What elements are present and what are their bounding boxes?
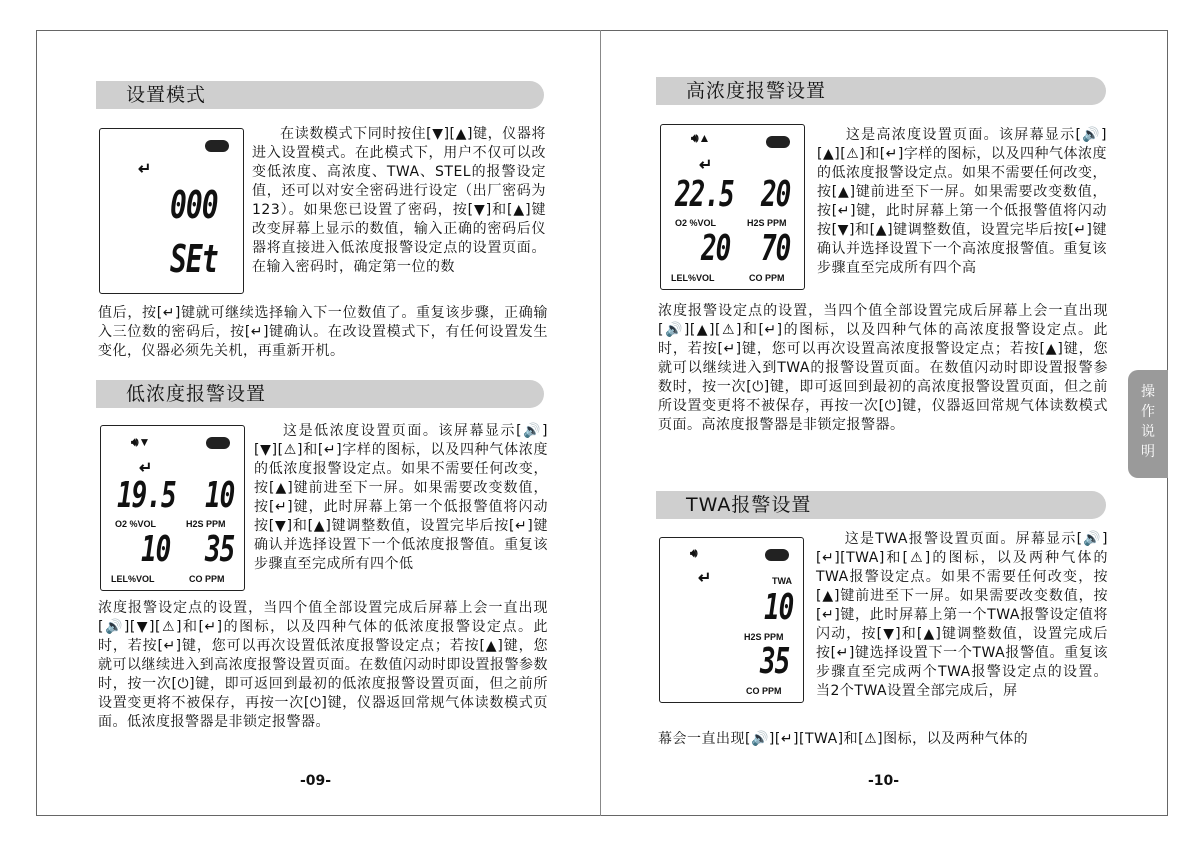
high-alarm-text-bottom: 浓度报警设定点的设置，当四个值全部设置完成后屏幕上会一直出现[🔊][▲][⚠]和[↵]的图标，以及四种气体的高浓度报警设定点。此时，若按[↵]键，您可以再次设置高浓度报警设定点；若按[▲]键，您就可以继续进入到TWA的报警设置页面。在数值闪动时即设置报警参数时，按一次[⏻]键，即可返回到最初的高浓度报警设置页面，但之前所设置变更将不被保存，再按一次[⏻]键，仪器返回常规气体读数模式页面。高浓度报警器是非锁定报警器。 [658, 303, 1108, 433]
h2s-value: 20 [761, 175, 791, 216]
co-label: CO PPM [749, 273, 785, 283]
setup-text-top: 在读数模式下同时按住[▼][▲]键，仪器将进入设置模式。在此模式下，用户不仅可以改变低浓度、高浓度、TWA、STEL的报警设定值，还可以对安全密码进行设定（出厂密码为123）。如果您已设置了密码，按[▼]和[▲]键改变屏幕上显示的数值，输入正确的密码后仪器将直接进入低浓度报警设定点的设置页面。在输入密码时，确定第一位的数 [252, 126, 546, 275]
twa-alarm-text-top: 这是TWA报警设置页面。屏幕显示[🔊][↵][TWA]和[⚠]的图标，以及两种气体的TWA报警设定点。如果不需要任何改变，按[▲]键前进至下一屏。如果需要改变数值，按[↵]键，此时屏幕上第一个TWA报警设定值将闪动，按[▼]和[▲]键调整数值，设置完成后按[↵]键选择设置下一个TWA报警值。重复该步骤直至完成两个TWA报警设定点的设置。当2个TWA设置全部完成后，屏 [816, 531, 1108, 699]
lel-label: LEL%VOL [111, 574, 155, 584]
enter-icon: ↵ [139, 460, 153, 477]
enter-icon: ↵ [698, 570, 712, 587]
section-title: 高浓度报警设置 [686, 80, 827, 102]
section-title: TWA报警设置 [686, 494, 812, 516]
enter-icon: ↵ [699, 157, 713, 174]
lcd-low-alarm-display [100, 425, 245, 591]
page-divider [600, 30, 601, 816]
o2-value: 19.5 [117, 476, 176, 517]
twa-label: TWA [772, 576, 792, 586]
alarm-pill-icon [766, 136, 790, 148]
twa-alarm-text-bottom: 幕会一直出现[🔊][↵][TWA]和[⚠]图标，以及两种气体的 [658, 731, 1029, 747]
section-header-twa-alarm [656, 491, 1106, 519]
section-header-low-alarm [96, 380, 544, 408]
h2s-label: H2S PPM [744, 632, 784, 642]
section-title: 低浓度报警设置 [126, 383, 267, 405]
setup-text-bottom: 值后，按[↵]键就可继续选择输入下一位数值了。重复该步骤，正确输入三位数的密码后，按[↵]键确认。在改设置模式下，有任何设置发生变化，仪器必须先关机，再重新开机。 [98, 305, 548, 359]
alarm-pill-icon [765, 549, 789, 561]
enter-icon: ↵ [138, 161, 152, 178]
lcd-setup-display [99, 128, 244, 294]
co-label: CO PPM [189, 574, 225, 584]
speaker-icon: 🔊︎▲ [691, 131, 711, 145]
high-alarm-text-top: 这是高浓度设置页面。该屏幕显示[🔊][▲][⚠]和[↵]字样的图标，以及四种气体浓度的低浓度报警设定点。如果不需要任何改变，按[▲]键前进至下一屏。如果需要改变数值，按[↵]键，此时屏幕上第一个低报警值将闪动按[▼]和[▲]键调整数值，设置完毕后按[↵]键确认并选择设置下一个高浓度报警值。重复该步骤直至完成所有四个高 [817, 127, 1107, 276]
lcd-high-alarm-display [660, 124, 805, 290]
co-value: 35 [205, 530, 235, 571]
co-value: 70 [761, 229, 791, 270]
set-label: SEt [170, 237, 218, 282]
side-tab-operation [1128, 370, 1168, 478]
h2s-value: 10 [205, 476, 235, 517]
co-label: CO PPM [746, 686, 782, 696]
o2-value: 22.5 [675, 175, 734, 216]
section-header-high-alarm [656, 77, 1106, 105]
section-header-setup-mode [96, 81, 544, 109]
page-number-left: -09- [300, 773, 332, 789]
speaker-icon: 🔊︎▼ [131, 435, 151, 449]
h2s-label: H2S PPM [186, 519, 226, 529]
page-number-right: -10- [868, 773, 900, 789]
h2s-value: 10 [764, 588, 794, 629]
h2s-label: H2S PPM [747, 218, 787, 228]
o2-label: O2 %VOL [675, 218, 717, 228]
low-alarm-text-top: 这是低浓度设置页面。该屏幕显示[🔊][▼][⚠]和[↵]字样的图标，以及四种气体浓度的低浓度报警设定点。如果不需要任何改变，按[▲]键前进至下一屏。如果需要改变数值，按[↵]键，此时屏幕上第一个低报警值将闪动按[▼]和[▲]键调整数值，设置完毕后按[↵]键确认并选择设置下一个低浓度报警值。重复该步骤直至完成所有四个低 [254, 423, 548, 572]
lel-value: 20 [701, 229, 731, 270]
low-alarm-text-bottom: 浓度报警设定点的设置，当四个值全部设置完成后屏幕上会一直出现[🔊][▼][⚠]和[↵]的图标，以及四种气体的低浓度报警设定点。此时，若按[↵]键，您可以再次设置低浓度报警设定点；若按[▲]键，您就可以继续进入到高浓度报警设置页面。在数值闪动时即设置报警参数时，按一次[⏻]键，即可返回到最初的低浓度报警设置页面，但之前所设置变更将不被保存，再按一次[⏻]键，仪器返回常规气体读数模式页面。低浓度报警器是非锁定报警器。 [98, 600, 548, 730]
o2-label: O2 %VOL [115, 519, 157, 529]
password-digits: 000 [170, 183, 218, 228]
side-tab-label: 操作说明 [1141, 384, 1155, 460]
alarm-pill-icon [206, 437, 230, 449]
lcd-twa-display [659, 537, 804, 703]
lel-label: LEL%VOL [671, 273, 715, 283]
lel-value: 10 [141, 530, 171, 571]
alarm-pill-icon [205, 140, 229, 152]
speaker-icon: 🔊︎ [690, 546, 698, 560]
section-title: 设置模式 [126, 84, 207, 106]
co-value: 35 [760, 642, 790, 683]
